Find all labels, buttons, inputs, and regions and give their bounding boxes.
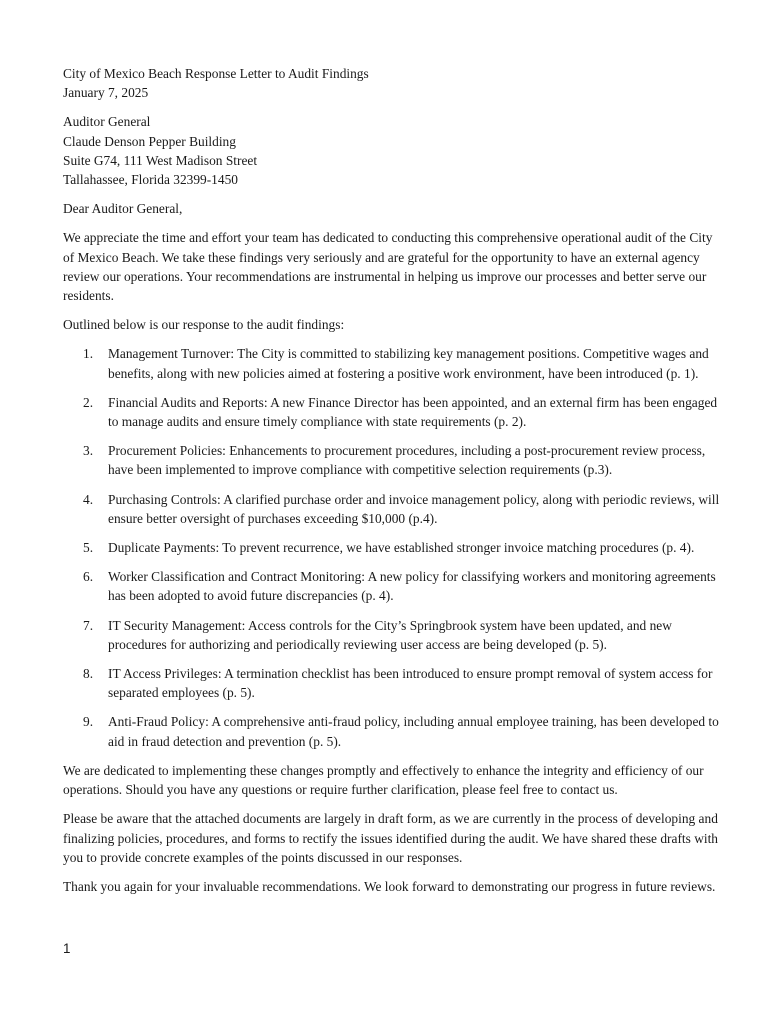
- list-item-number: 6.: [83, 569, 94, 585]
- list-item: [63, 344, 723, 382]
- list-intro: Outlined below is our response to the audit findings:: [63, 317, 345, 333]
- draft-notice-paragraph: Please be aware that the attached documents are largely in draft form, as we are currently in the process of developing and finalizing policies, procedures, and forms to rectify the issues identified during the audit. We have shared these drafts with you to provide concrete examples of the points discussed in our responses.: [63, 811, 718, 865]
- address-line-1: Auditor General: [63, 114, 151, 130]
- list-item-number: 9.: [83, 714, 94, 730]
- thanks-paragraph: Thank you again for your invaluable recommendations. We look forward to demonstrating our progress in future reviews.: [63, 878, 716, 894]
- list-item-number: 2.: [83, 394, 94, 410]
- address-line-3: Suite G74, 111 West Madison Street: [63, 152, 258, 168]
- list-item-text: Procurement Policies: Enhancements to procurement procedures, including a post-procurement review process, have been implemented to improve compliance with competitive selection requirements (p.3).: [108, 443, 706, 478]
- list-item-text: IT Access Privileges: A termination checklist has been introduced to ensure prompt removal of system access for separated employees (p. 5).: [108, 666, 713, 701]
- letter-title: City of Mexico Beach Response Letter to Audit Findings: [63, 66, 369, 81]
- list-item: [63, 441, 723, 479]
- letter-date: January 7, 2025: [63, 85, 149, 101]
- list-item-text: Anti-Fraud Policy: A comprehensive anti-fraud policy, including annual employee training, has been developed to aid in fraud detection and prevention (p. 5).: [108, 714, 719, 749]
- address-line-2: Claude Denson Pepper Building: [63, 133, 236, 149]
- findings-list: [63, 344, 723, 750]
- list-item-number: 8.: [83, 666, 94, 682]
- salutation: Dear Auditor General,: [63, 201, 183, 217]
- list-item-text: Financial Audits and Reports: A new Finance Director has been appointed, and an external firm has been engaged to manage audits and ensure timely compliance with state requirements (p. 2).: [108, 394, 718, 430]
- list-item: [63, 712, 723, 750]
- list-item-number: 1.: [83, 346, 94, 362]
- list-item-number: 5.: [83, 540, 94, 556]
- list-item-number: 7.: [83, 617, 94, 633]
- list-item-text: Worker Classification and Contract Monitoring: A new policy for classifying workers and monitoring agreements has been adopted to avoid future discrepancies (p. 4).: [108, 569, 716, 604]
- list-item: [63, 567, 723, 605]
- commitment-paragraph: We are dedicated to implementing these changes promptly and effectively to enhance the integrity and efficiency of our operations. Should you have any questions or require further clarification, please feel free to contact us.: [63, 762, 704, 798]
- address-line-4: Tallahassee, Florida 32399-1450: [63, 172, 238, 188]
- list-item-text: Purchasing Controls: A clarified purchase order and invoice management policy, along with periodic reviews, will ensure better oversight of purchases exceeding $10,000 (p.4).: [108, 491, 720, 526]
- list-item-number: 4.: [83, 491, 94, 507]
- list-item: [63, 664, 723, 702]
- list-item: [63, 616, 723, 654]
- intro-paragraph: We appreciate the time and effort your team has dedicated to conducting this comprehensive operational audit of the City of Mexico Beach. We take these findings very seriously and are grateful for the opportunity to have an external agency review our operations. Your recommendations are instrumental in helping us improve our processes and better serve our residents.: [63, 230, 713, 304]
- letter-header: [63, 64, 723, 102]
- letter-body: [63, 64, 723, 906]
- list-item-text: Management Turnover: The City is committed to stabilizing key management positions. Competitive wages and benefits, along with new policies aimed at fostering a positive work environment, have been introduced (p. 1).: [108, 346, 709, 381]
- list-item-text: IT Security Management: Access controls for the City’s Springbrook system have been updated, and new procedures for authorizing and periodically reviewing user access are being developed (p. 5).: [108, 617, 672, 652]
- list-item-text: Duplicate Payments: To prevent recurrence, we have established stronger invoice matching procedures (p. 4).: [108, 540, 695, 556]
- page-number: 1: [63, 941, 71, 956]
- list-item-number: 3.: [83, 443, 94, 459]
- recipient-address: [63, 112, 723, 189]
- list-item: [63, 490, 723, 528]
- list-item: [63, 538, 723, 557]
- list-item: [63, 393, 723, 431]
